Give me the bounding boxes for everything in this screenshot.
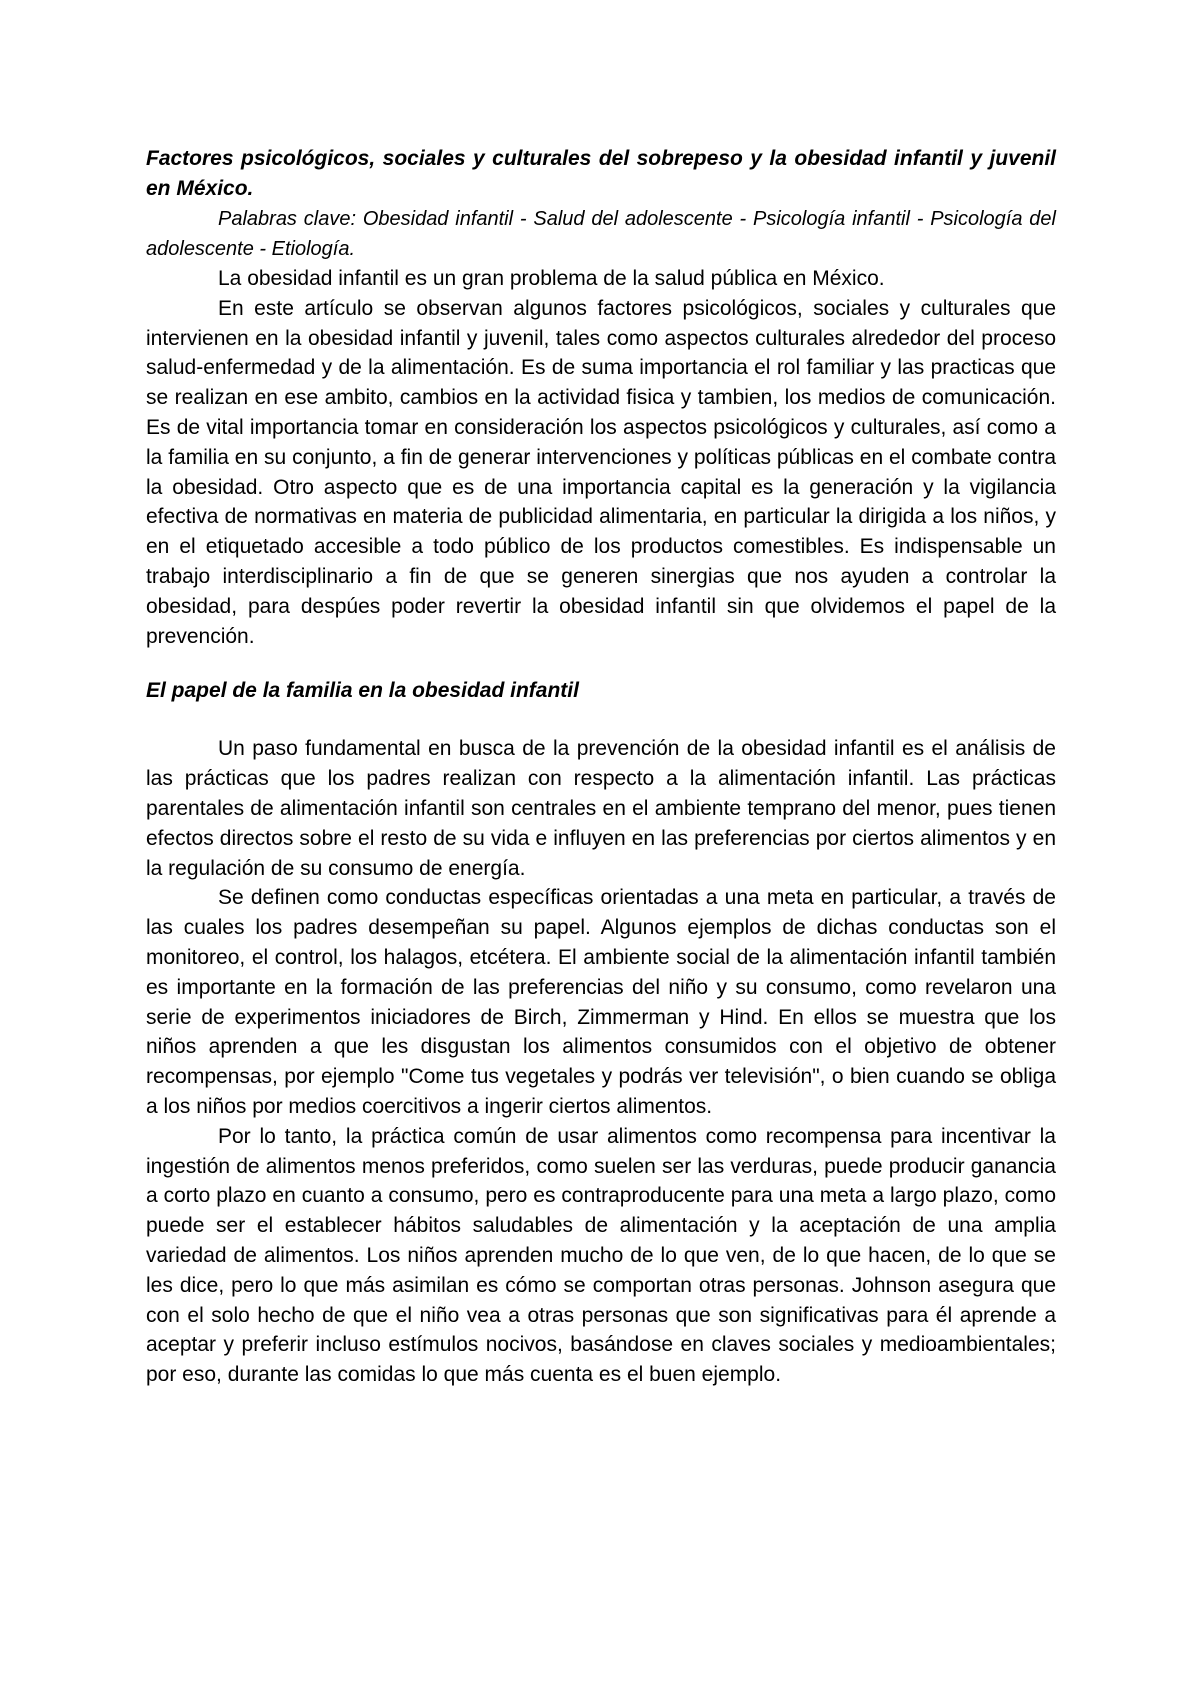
section-paragraph: Por lo tanto, la práctica común de usar alimentos como recompensa para incentivar la ingestión de alimentos menos preferidos, como suelen ser las verduras, puede producir ganancia a corto plazo en cuanto a consumo, pero es contraproducente para una meta a largo plazo, como puede ser el establecer hábitos saludables de alimentación y la aceptación de una amplia variedad de alimentos. Los niños aprenden mucho de lo que ven, de lo que hacen, de lo que se les dice, pero lo que más asimilan es cómo se comportan otras personas. Johnson asegura que con el solo hecho de que el niño vea a otras personas que son significativas para él aprende a aceptar y preferir incluso estímulos nocivos, basándose en claves sociales y medioambientales; por eso, durante las comidas lo que más cuenta es el buen ejemplo. xyxy=(146,1124,1056,1387)
section-paragraph: Un paso fundamental en busca de la prevención de la obesidad infantil es el análisis de las prácticas que los padres realizan con respecto a la alimentación infantil. Las prácticas parentales de alimentación infantil son centrales en el ambiente temprano del menor, pues tienen efectos directos sobre el resto de su vida e influyen en las preferencias por ciertos alimentos y en la regulación de su consumo de energía. xyxy=(146,737,1056,880)
document-title: Factores psicológicos, sociales y culturales del sobrepeso y la obesidad infantil y juvenil en México. xyxy=(146,147,1056,200)
document-page xyxy=(146,144,1056,1390)
intro-paragraph: En este artículo se observan algunos factores psicológicos, sociales y culturales que intervienen en la obesidad infantil y juvenil, tales como aspectos culturales alrededor del proceso salud-enfermedad y de la alimentación. Es de suma importancia el rol familiar y las practicas que se realizan en ese ambito, cambios en la actividad fisica y tambien, los medios de comunicación. Es de vital importancia tomar en consideración los aspectos psicológicos y culturales, así como a la familia en su conjunto, a fin de generar intervenciones y políticas públicas en el combate contra la obesidad. Otro aspecto que es de una importancia capital es la generación y la vigilancia efectiva de normativas en materia de publicidad alimentaria, en particular la dirigida a los niños, y en el etiquetado accesible a todo público de los productos comestibles. Es indispensable un trabajo interdisciplinario a fin de que se generen sinergias que nos ayuden a controlar la obesidad, para despúes poder revertir la obesidad infantil sin que olvidemos el papel de la prevención. xyxy=(146,296,1056,648)
section-title: El papel de la familia en la obesidad infantil xyxy=(146,679,579,703)
section-spacer xyxy=(146,706,1056,734)
section-paragraph: Se definen como conductas específicas orientadas a una meta en particular, a través de las cuales los padres desempeñan su papel. Algunos ejemplos de dichas conductas son el monitoreo, el control, los halagos, etcétera. El ambiente social de la alimentación infantil también es importante en la formación de las preferencias del niño y su consumo, como revelaron una serie de experimentos iniciadores de Birch, Zimmerman y Hind. En ellos se muestra que los niños aprenden a que les disgustan los alimentos consumidos con el objetivo de obtener recompensas, por ejemplo "Come tus vegetales y podrás ver televisión", o bien cuando se obliga a los niños por medios coercitivos a ingerir ciertos alimentos. xyxy=(146,886,1056,1118)
keywords: Palabras clave: Obesidad infantil - Salud del adolescente - Psicología infantil - Psicología del adolescente - Etiología. xyxy=(146,208,1056,260)
intro-paragraph: La obesidad infantil es un gran problema de la salud pública en México. xyxy=(218,267,885,290)
